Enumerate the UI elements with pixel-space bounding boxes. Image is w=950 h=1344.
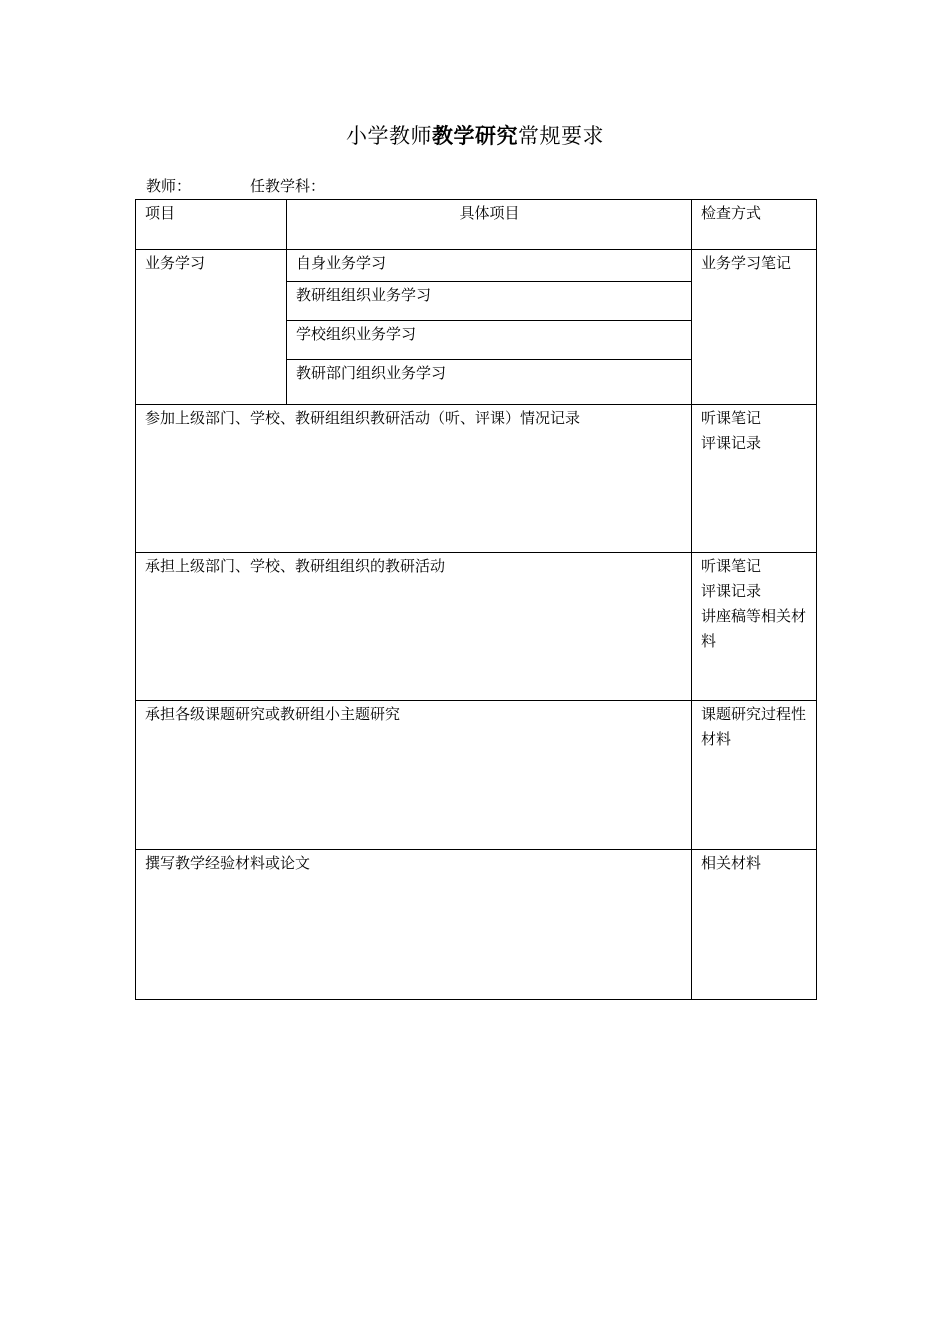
- table-row: [136, 250, 817, 282]
- requirements-table: [135, 199, 817, 1000]
- form-meta-line: [146, 176, 325, 196]
- research-topic-cell: 承担各级课题研究或教研组小主题研究: [136, 701, 692, 850]
- subject-label: 任教学科：: [250, 177, 326, 195]
- activity-record-check-cell: 听课笔记 评课记录: [692, 405, 817, 553]
- paper-writing-cell: 撰写教学经验材料或论文: [136, 850, 692, 1000]
- header-check-method: 检查方式: [692, 200, 817, 250]
- activity-record-cell: 参加上级部门、学校、教研组组织教研活动（听、评课）情况记录: [136, 405, 692, 553]
- table-row: [136, 850, 817, 1000]
- study-check-cell: 业务学习笔记: [692, 250, 817, 405]
- page-title: [0, 122, 950, 150]
- study-subitem-cell: 教研部门组织业务学习: [287, 360, 692, 405]
- header-item: 项目: [136, 200, 287, 250]
- table-header-row: [136, 200, 817, 250]
- study-category-cell: 业务学习: [136, 250, 287, 405]
- table-row: [136, 701, 817, 850]
- table-row: [136, 553, 817, 701]
- teacher-label: 教师：: [146, 177, 192, 195]
- research-topic-check-cell: 课题研究过程性材料: [692, 701, 817, 850]
- title-part-1: 小学教师: [346, 124, 432, 148]
- study-subitem-cell: 教研组组织业务学习: [287, 282, 692, 321]
- title-part-3: 常规要求: [518, 124, 604, 148]
- header-specific-item: 具体项目: [287, 200, 692, 250]
- undertake-activity-check-cell: 听课笔记 评课记录 讲座稿等相关材料: [692, 553, 817, 701]
- study-subitem-cell: 学校组织业务学习: [287, 321, 692, 360]
- study-subitem-cell: 自身业务学习: [287, 250, 692, 282]
- paper-writing-check-cell: 相关材料: [692, 850, 817, 1000]
- table-row: [136, 405, 817, 553]
- undertake-activity-cell: 承担上级部门、学校、教研组组织的教研活动: [136, 553, 692, 701]
- title-part-2-bold: 教学研究: [432, 123, 518, 148]
